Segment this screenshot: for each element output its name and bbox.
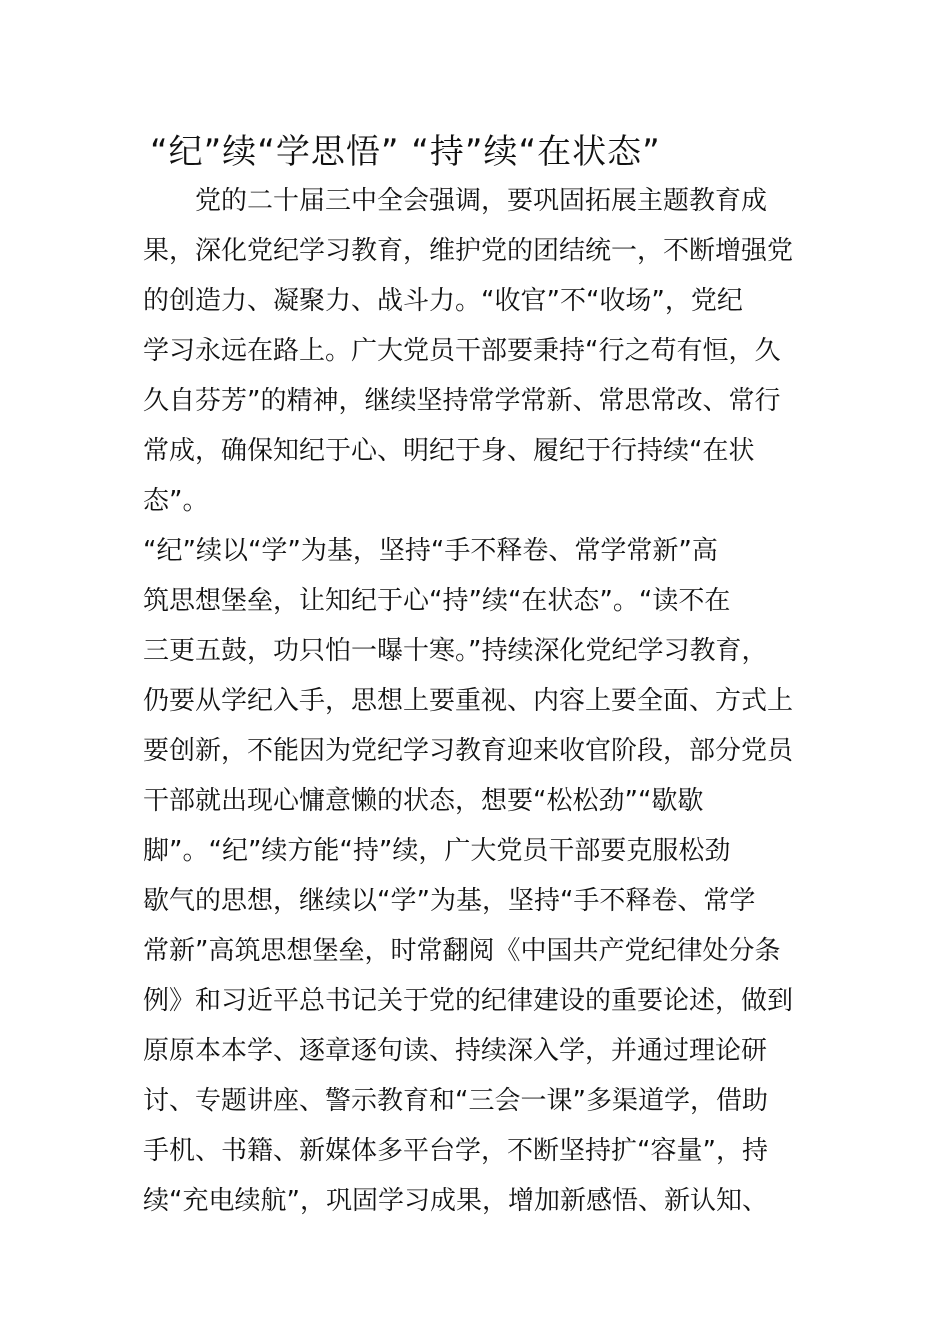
document-title: “纪”续“学思悟” “持”续“在状态” bbox=[150, 132, 661, 172]
text-line: 脚”。“纪”续方能“持”续，广大党员干部要克服松劲 bbox=[143, 836, 731, 866]
text-line: 常成，确保知纪于心、明纪于身、履纪于行持续“在状 bbox=[143, 436, 755, 466]
text-line: 态”。 bbox=[143, 486, 209, 516]
text-line: 手机、书籍、新媒体多平台学，不断坚持扩“容量”，持 bbox=[143, 1136, 768, 1166]
text-line: 续“充电续航”，巩固学习成果，增加新感悟、新认知、 bbox=[143, 1186, 768, 1216]
document-body bbox=[143, 176, 807, 1226]
paragraph-1 bbox=[143, 176, 807, 526]
text-line: 讨、专题讲座、警示教育和“三会一课”多渠道学，借助 bbox=[143, 1086, 768, 1116]
text-line: 例》和习近平总书记关于党的纪律建设的重要论述，做到 bbox=[143, 986, 794, 1016]
text-line: 仍要从学纪入手，思想上要重视、内容上要全面、方式上 bbox=[143, 686, 794, 716]
text-line: 要创新，不能因为党纪学习教育迎来收官阶段，部分党员 bbox=[143, 736, 794, 766]
text-line: 久自芬芳”的精神，继续坚持常学常新、常思常改、常行 bbox=[143, 386, 781, 416]
text-line: 干部就出现心慵意懒的状态，想要“松松劲”“歇歇 bbox=[143, 786, 704, 816]
text-line: 歇气的思想，继续以“学”为基，坚持“手不释卷、常学 bbox=[143, 886, 756, 916]
text-line: 三更五鼓，功只怕一曝十寒。”持续深化党纪学习教育， bbox=[143, 636, 768, 666]
text-line: 的创造力、凝聚力、战斗力。“收官”不“收场”，党纪 bbox=[143, 286, 743, 316]
text-line: 党的二十届三中全会强调，要巩固拓展主题教育成 bbox=[143, 186, 768, 216]
text-line: “纪”续以“学”为基，坚持“手不释卷、常学常新”高 bbox=[143, 536, 718, 566]
text-line: 果，深化党纪学习教育，维护党的团结统一，不断增强党 bbox=[143, 236, 794, 266]
paragraph-2 bbox=[143, 526, 807, 1226]
text-line: 学习永远在路上。广大党员干部要秉持“行之苟有恒，久 bbox=[143, 336, 781, 366]
text-line: 常新”高筑思想堡垒，时常翻阅《中国共产党纪律处分条 bbox=[143, 936, 781, 966]
text-line: 原原本本学、逐章逐句读、持续深入学，并通过理论研 bbox=[143, 1036, 768, 1066]
text-line: 筑思想堡垒，让知纪于心“持”续“在状态”。“读不在 bbox=[143, 586, 731, 616]
